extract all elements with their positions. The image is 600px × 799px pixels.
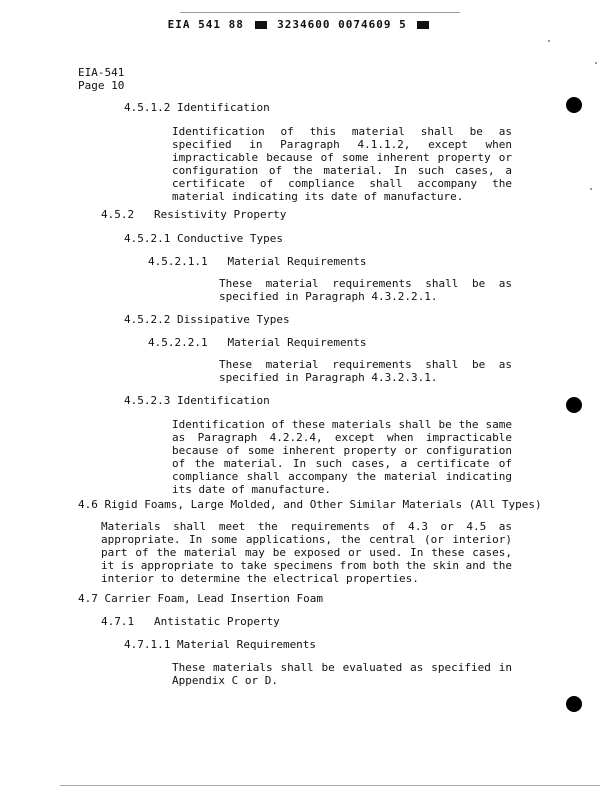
section-heading: 4.7.1 Antistatic Property (101, 615, 280, 628)
section-heading: 4.5.2 Resistivity Property (101, 208, 287, 221)
scan-speck (548, 40, 550, 42)
scan-top-rule (180, 12, 460, 13)
header-block-mark (255, 21, 267, 29)
header-block-mark (417, 21, 429, 29)
section-paragraph: Identification of these materials shall be the same as Paragraph 4.2.2.4, except when impracticable because of some inherent property or configuration of the material. In such cases, a certificate of compliance shall accompany the material indicating its date of manufacture. (172, 418, 512, 496)
section-heading: 4.6 Rigid Foams, Large Molded, and Other Similar Materials (All Types) (78, 498, 542, 511)
section-heading: 4.7.1.1 Material Requirements (124, 638, 317, 651)
section-paragraph: These material requirements shall be as specified in Paragraph 4.3.2.3.1. (219, 358, 512, 384)
section-heading: 4.5.2.1 Conductive Types (124, 232, 283, 245)
scan-speck (595, 62, 597, 64)
section-heading: 4.5.2.2 Dissipative Types (124, 313, 290, 326)
section-paragraph: Materials shall meet the requirements of 4.3 or 4.5 as appropriate. In some applications, the central (or interior) part of the material may be exposed or used. In these cases, it is appropriate to take specimens from both the skin and the interior to determine the electrical properties. (101, 520, 512, 585)
doc-id: EIA-541 (78, 66, 125, 79)
header-code-right: 3234600 0074609 5 (277, 18, 407, 31)
scan-bottom-rule (60, 785, 600, 786)
scan-speck (590, 188, 592, 190)
section-heading: 4.7 Carrier Foam, Lead Insertion Foam (78, 592, 324, 605)
section-paragraph: Identification of this material shall be as specified in Paragraph 4.1.1.2, except when impracticable because of some inherent property or configuration of the material. In such cases, a certificate of compliance shall accompany the material indicating its date of manufacture. (172, 125, 512, 203)
section-heading: 4.5.2.1.1 Material Requirements (148, 255, 367, 268)
document-header-code (0, 18, 600, 31)
punch-hole (566, 97, 582, 113)
header-code-left: EIA 541 88 (167, 18, 244, 31)
section-heading: 4.5.2.3 Identification (124, 394, 270, 407)
punch-hole (566, 696, 582, 712)
page-number: Page 10 (78, 79, 125, 92)
punch-hole (566, 397, 582, 413)
section-paragraph: These material requirements shall be as specified in Paragraph 4.3.2.2.1. (219, 277, 512, 303)
section-paragraph: These materials shall be evaluated as specified in Appendix C or D. (172, 661, 512, 687)
section-heading: 4.5.2.2.1 Material Requirements (148, 336, 367, 349)
section-heading: 4.5.1.2 Identification (124, 101, 270, 114)
